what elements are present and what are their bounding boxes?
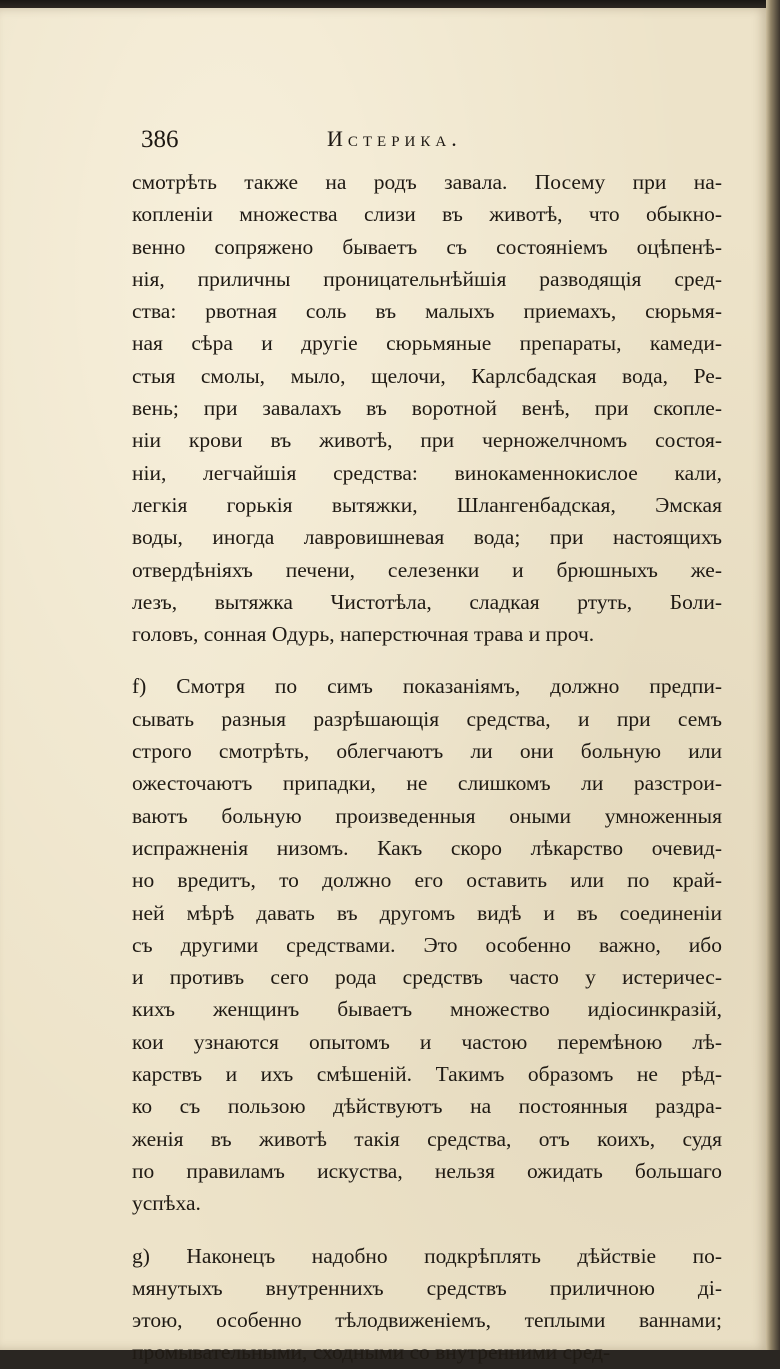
- text-line: женія въ животѣ такія средства, отъ коихъ, судя: [132, 1126, 722, 1151]
- text-line: по правиламъ искуства, нельзя ожидать большаго: [132, 1158, 722, 1183]
- text-line: воды, иногда лавровишневая вода; при настоящихъ: [132, 525, 722, 550]
- text-line: лезъ, вытяжка Чистотѣла, сладкая ртуть, Боли-: [132, 589, 722, 614]
- paragraph: [132, 670, 722, 1219]
- paragraph: [132, 1240, 722, 1369]
- text-line: ства: рвотная соль въ малыхъ приемахъ, сюрьмя-: [132, 299, 722, 324]
- text-line: g) Наконецъ надобно подкрѣплять дѣйствіе по-: [132, 1243, 722, 1268]
- book-spine: [766, 0, 780, 1350]
- text-line: кои узнаются опытомъ и частою перемѣною лѣ-: [132, 1029, 722, 1054]
- book-page: [0, 8, 768, 1365]
- body-text: [132, 166, 722, 1369]
- paragraph-gap: [132, 650, 722, 670]
- text-line: копленіи множества слизи въ животѣ, что обыкно-: [132, 202, 722, 227]
- text-line: ко съ пользою дѣйствуютъ на постоянныя раздра-: [132, 1094, 722, 1119]
- text-line: этою, особенно тѣлодвиженіемъ, теплыми ваннами;: [132, 1308, 722, 1333]
- text-line: ваютъ больную произведенныя оными умноженныя: [132, 803, 722, 828]
- text-line: испражненія низомъ. Какъ скоро лѣкарство очевид-: [132, 835, 722, 860]
- text-line: промывательными, сходными со внутренними сред-: [132, 1340, 611, 1365]
- text-line: венно сопряжено бываетъ съ состояніемъ оцѣпенѣ-: [132, 234, 722, 259]
- text-line: сывать разныя разрѣшающія средства, и при семъ: [132, 706, 722, 731]
- text-line: строго смотрѣть, облегчаютъ ли они больную или: [132, 739, 722, 764]
- text-line: успѣха.: [132, 1191, 201, 1216]
- running-head: [141, 126, 721, 162]
- paragraph: [132, 166, 722, 650]
- text-line: стыя смолы, мыло, щелочи, Карлсбадская вода, Ре-: [132, 363, 722, 388]
- text-line: кихъ женщинъ бываетъ множество идіосинкразій,: [132, 997, 722, 1022]
- text-line: ожесточаютъ припадки, не слишкомъ ли разстрои-: [132, 771, 722, 796]
- text-line: мянутыхъ внутреннихъ средствъ приличною ді-: [132, 1275, 722, 1300]
- text-line: вень; при завалахъ въ воротной венѣ, при скопле-: [132, 396, 722, 421]
- running-title: Истерика.: [327, 126, 462, 151]
- text-line: ніи крови въ животѣ, при черножелчномъ состоя-: [132, 428, 722, 453]
- text-line: головъ, сонная Одурь, наперстючная трава и проч.: [132, 622, 595, 647]
- page-number: 386: [141, 126, 179, 153]
- text-line: нія, приличны проницательнѣйшія разводящія сред-: [132, 266, 722, 291]
- text-line: ная сѣра и другіе сюрьмяные препараты, камеди-: [132, 331, 722, 356]
- text-line: карствъ и ихъ смѣшеній. Такимъ образомъ не рѣд-: [132, 1062, 722, 1087]
- text-line: легкія горькія вытяжки, Шлангенбадская, Эмская: [132, 492, 722, 517]
- text-line: отвердѣніяхъ печени, селезенки и брюшныхъ же-: [132, 557, 722, 582]
- text-line: и противъ сего рода средствъ часто у истеричес-: [132, 965, 722, 990]
- text-line: но вредитъ, то должно его оставить или по край-: [132, 868, 722, 893]
- text-line: смотрѣть также на родъ завала. Посему при на-: [132, 170, 722, 194]
- text-line: съ другими средствами. Это особенно важно, ибо: [132, 932, 722, 957]
- paragraph-gap: [132, 1220, 722, 1240]
- text-line: ней мѣрѣ давать въ другомъ видѣ и въ соединеніи: [132, 900, 722, 925]
- text-line: f) Смотря по симъ показаніямъ, должно предпи-: [132, 674, 722, 699]
- text-line: ніи, легчайшія средства: винокаменнокислое кали,: [132, 460, 722, 485]
